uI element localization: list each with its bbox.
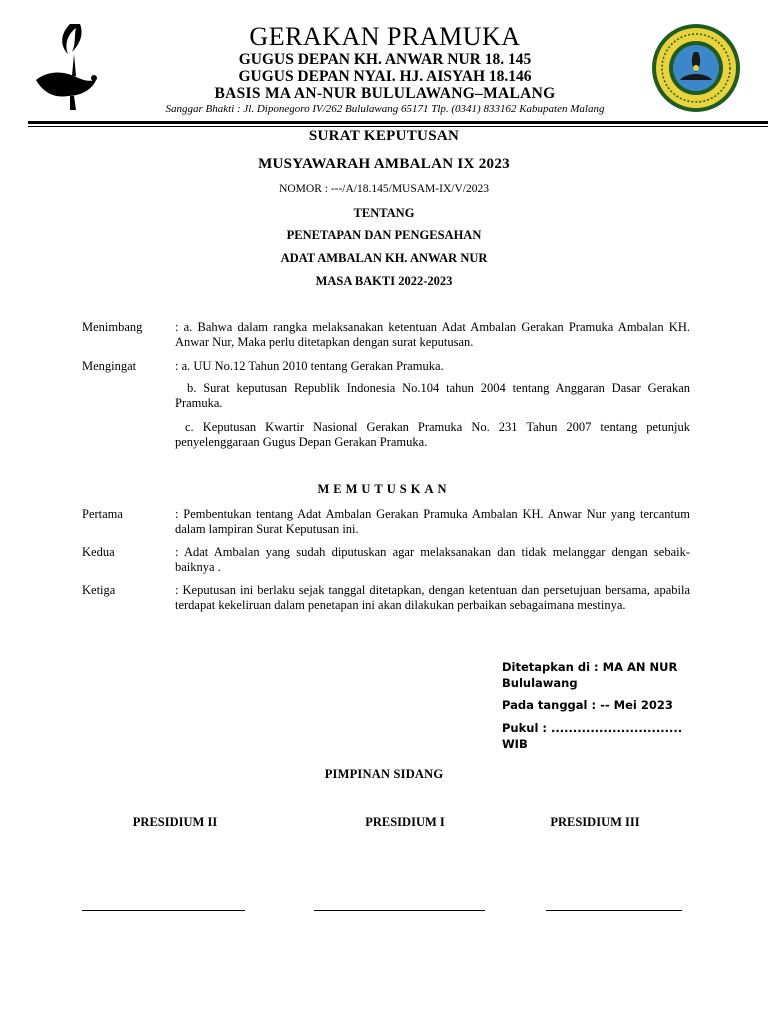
doc-tentang: TENTANG xyxy=(353,206,415,220)
presidium-iii-label: PRESIDIUM III xyxy=(550,815,640,829)
decision-label: Kedua xyxy=(82,545,115,559)
gugus-depan-line-1: GUGUS DEPAN KH. ANWAR NUR 18. 145 xyxy=(238,51,532,68)
decision-label: Pertama xyxy=(82,507,123,521)
memutuskan-heading: MEMUTUSKAN xyxy=(317,482,451,496)
pada-tanggal: Pada tanggal : -- Mei 2023 xyxy=(502,698,673,712)
decision-text: : Keputusan ini berlaku sejak tanggal ditetapkan, dengan ketentuan dan persetujuan bersama, apabila terdapat kekeliruan dalam penetapan ini akan dilakukan perbaikan sebagaimana mestinya. xyxy=(175,583,690,612)
decision-label: Ketiga xyxy=(82,583,116,597)
basis-line: BASIS MA AN-NUR BULULAWANG–MALANG xyxy=(214,85,556,102)
doc-title-surat: SURAT KEPUTUSAN xyxy=(308,128,460,144)
signature-line-presidium-iii xyxy=(546,910,682,911)
signature-line-presidium-ii xyxy=(82,910,245,911)
address-line: Sanggar Bhakti : Jl. Diponegoro IV/262 Bululawang 65171 Tlp. (0341) 833162 Kabupaten Malang xyxy=(165,103,605,115)
mengingat-item-c: c. Keputusan Kwartir Nasional Gerakan Pramuka No. 231 Tahun 2007 tentang petunjuk penyelenggaraan Gugus Depan Gerakan Pramuka. xyxy=(175,420,690,449)
decision-text: : Pembentukan tentang Adat Ambalan Gerakan Pramuka Ambalan KH. Anwar Nur yang tercantum dalam lampiran Surat Keputusan ini. xyxy=(175,507,690,536)
mengingat-label: Mengingat xyxy=(82,359,137,373)
ditetapkan-di: Ditetapkan di : MA AN NUR Bululawang xyxy=(502,660,678,690)
header-divider-thin xyxy=(28,126,768,127)
doc-masa-bakti: MASA BAKTI 2022-2023 xyxy=(315,274,453,288)
pukul: Pukul : .............................. WIB xyxy=(502,721,683,751)
gugus-depan-line-2: GUGUS DEPAN NYAI. HJ. AISYAH 18.146 xyxy=(238,68,532,85)
pimpinan-sidang-heading: PIMPINAN SIDANG xyxy=(324,767,444,781)
header-divider-thick xyxy=(28,121,768,124)
doc-title-musyawarah: MUSYAWARAH AMBALAN IX 2023 xyxy=(258,156,510,172)
pramuka-logo-icon xyxy=(30,20,102,112)
mengingat-item-b: b. Surat keputusan Republik Indonesia No.104 tahun 2004 tentang Anggaran Dasar Gerakan Pramuka. xyxy=(175,381,690,410)
doc-adat: ADAT AMBALAN KH. ANWAR NUR xyxy=(280,251,488,265)
gugus-depan-emblem-icon xyxy=(650,22,742,114)
menimbang-label: Menimbang xyxy=(82,320,143,334)
menimbang-text: : a. Bahwa dalam rangka melaksanakan ketentuan Adat Ambalan Gerakan Pramuka Ambalan KH. Anwar Nur, Maka perlu ditetapkan dengan surat keputusan. xyxy=(175,320,690,349)
presidium-ii-label: PRESIDIUM II xyxy=(132,815,218,829)
doc-penetapan: PENETAPAN DAN PENGESAHAN xyxy=(286,228,482,242)
presidium-i-label: PRESIDIUM I xyxy=(365,815,445,829)
doc-number: NOMOR : ---/A/18.145/MUSAM-IX/V/2023 xyxy=(279,183,489,195)
organization-name: GERAKAN PRAMUKA xyxy=(249,22,521,51)
mengingat-item-a: : a. UU No.12 Tahun 2010 tentang Gerakan Pramuka. xyxy=(175,359,444,373)
signature-line-presidium-i xyxy=(314,910,485,911)
decision-text: : Adat Ambalan yang sudah diputuskan agar melaksanakan dan tidak melanggar dengan sebaik-baiknya . xyxy=(175,545,690,574)
